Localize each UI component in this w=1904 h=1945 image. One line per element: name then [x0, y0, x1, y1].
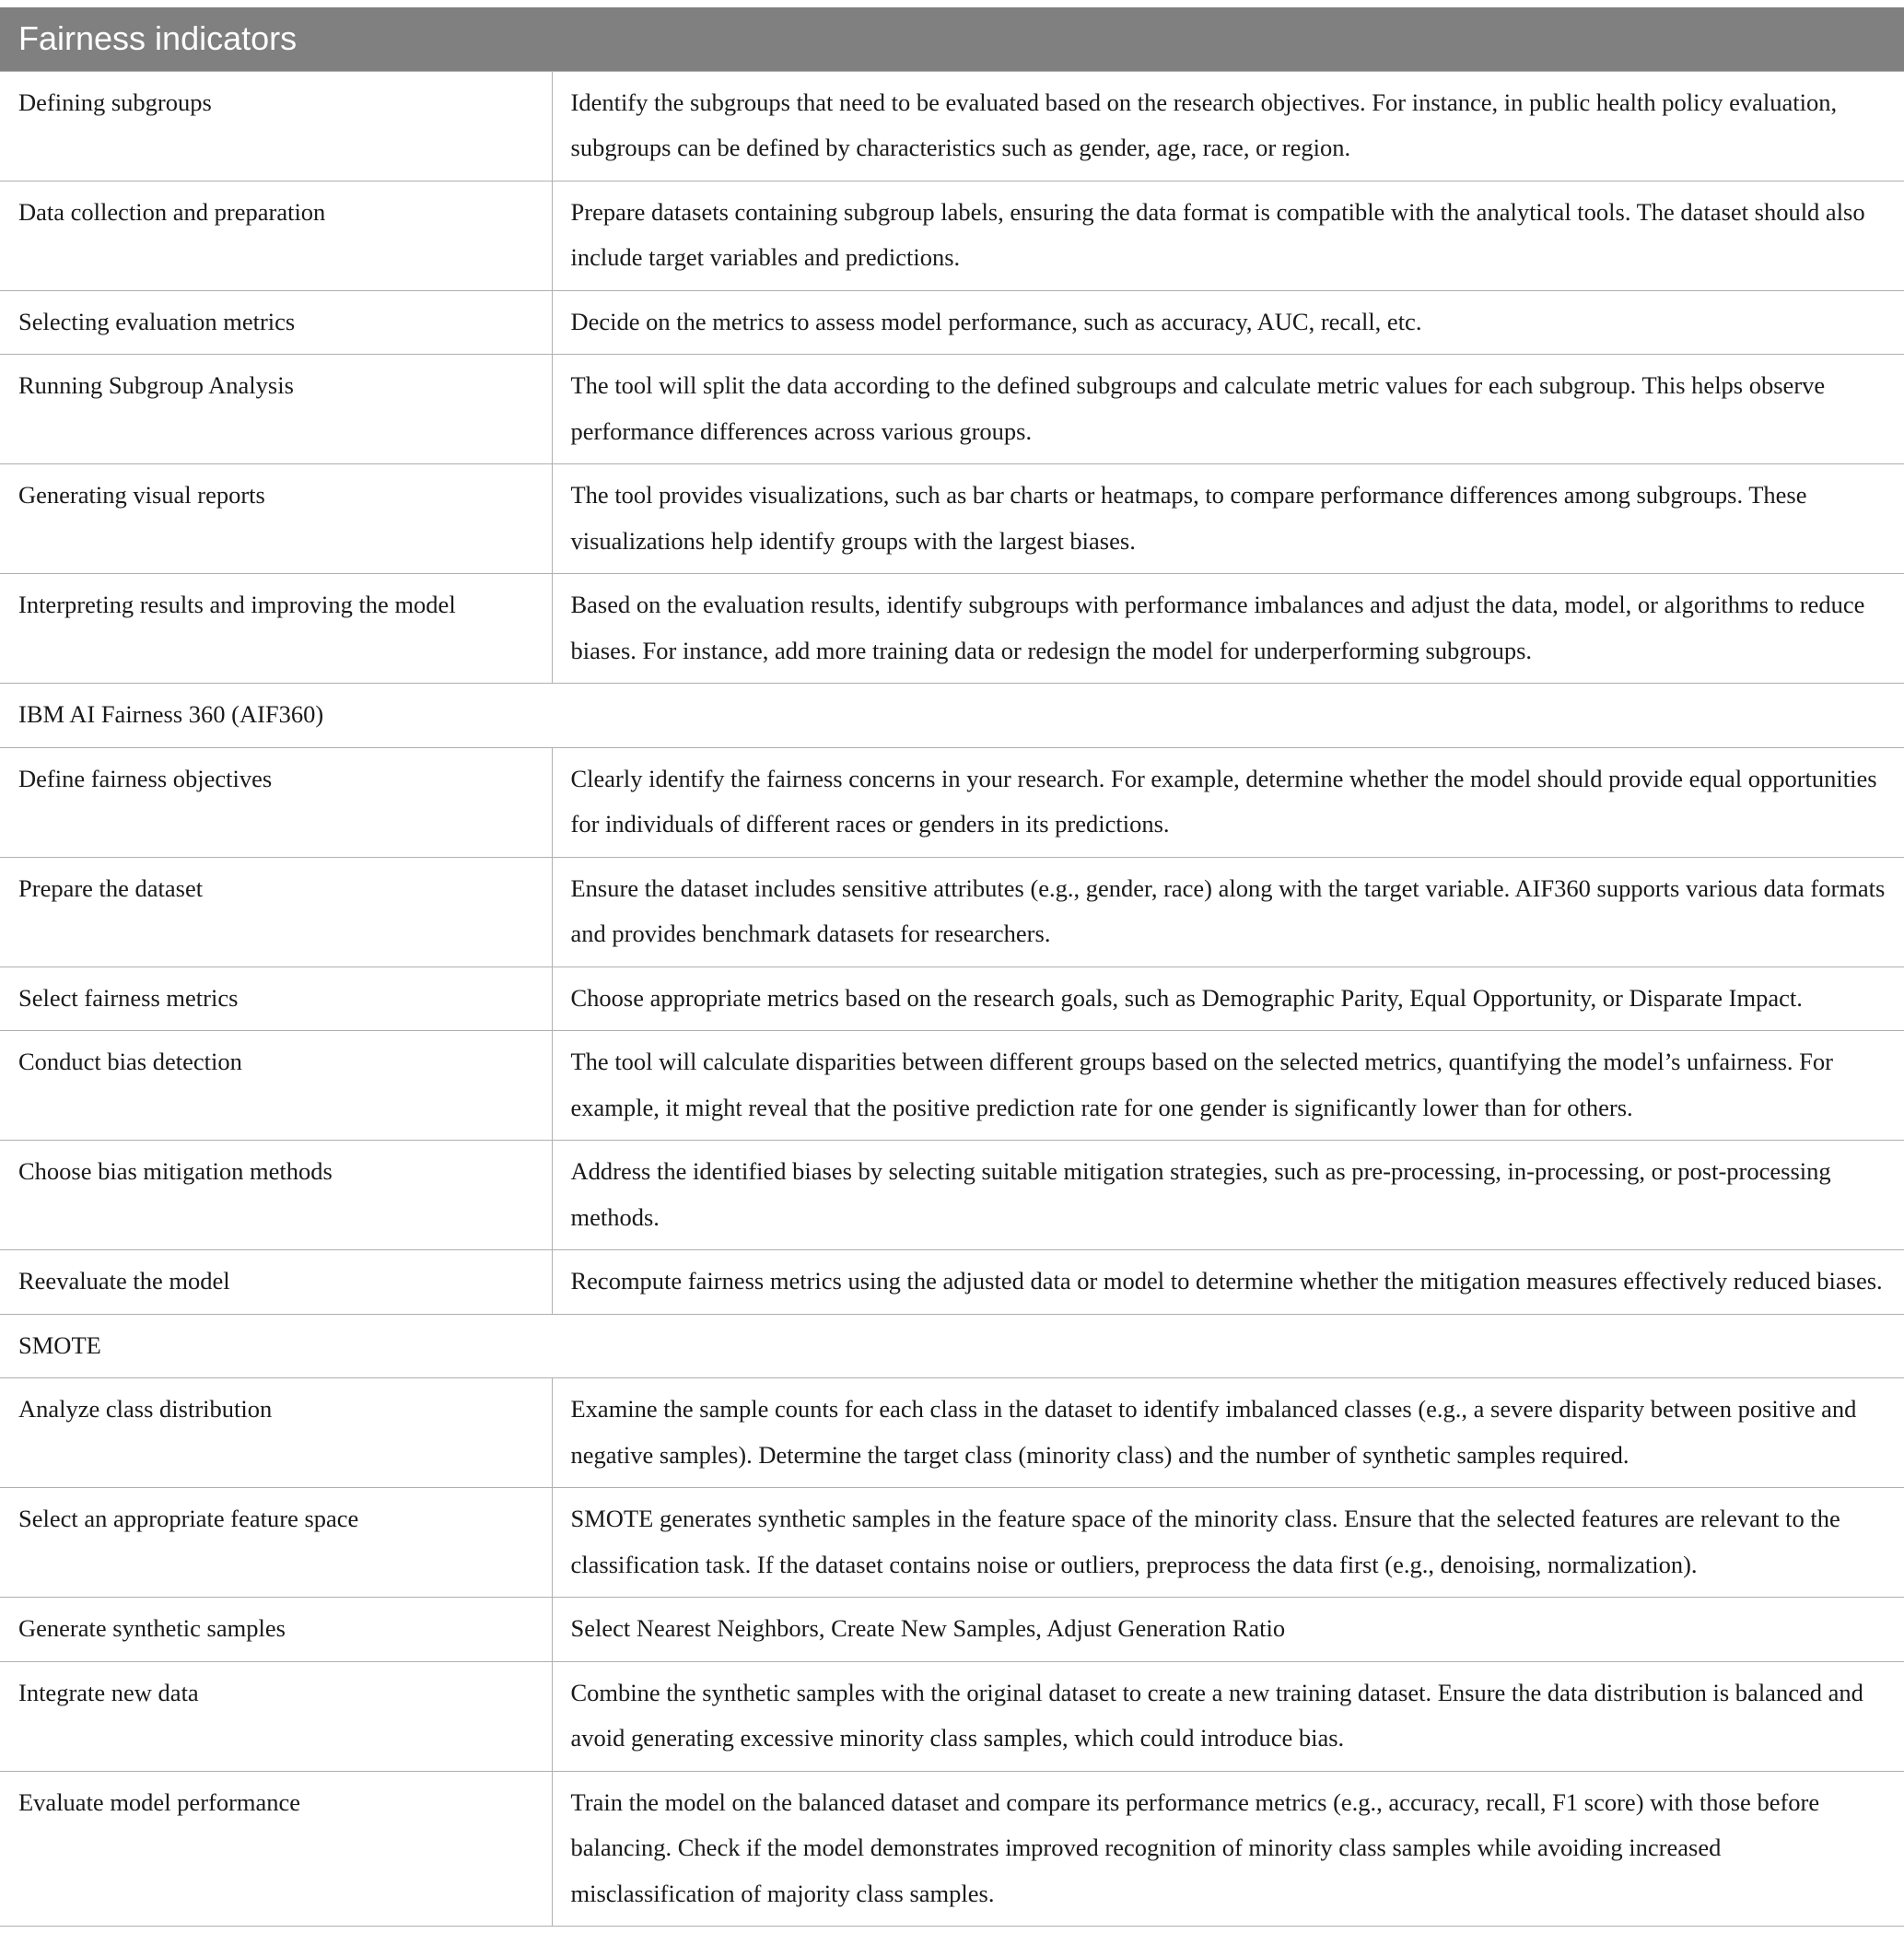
section-label: IBM AI Fairness 360 (AIF360) — [0, 684, 1904, 748]
description-cell: Select Nearest Neighbors, Create New Samples, Adjust Generation Ratio — [552, 1598, 1904, 1662]
step-cell: Select an appropriate feature space — [0, 1488, 552, 1598]
step-cell: Defining subgroups — [0, 71, 552, 181]
step-cell: Integrate new data — [0, 1661, 552, 1771]
description-cell: Examine the sample counts for each class in the dataset to identify imbalanced classes (e.g., a severe disparity between positive and negative samples). Determine the target class (minority class) and the number of synthetic samples required. — [552, 1378, 1904, 1488]
description-cell: Address the identified biases by selecting suitable mitigation strategies, such as pre-processing, in-processing, or post-processing methods. — [552, 1141, 1904, 1250]
table-row — [0, 1250, 1904, 1315]
table-title: Fairness indicators — [0, 7, 1904, 71]
step-cell: Data collection and preparation — [0, 181, 552, 290]
description-cell: The tool provides visualizations, such as bar charts or heatmaps, to compare performance differences among subgroups. These visualizations help identify groups with the largest biases. — [552, 464, 1904, 574]
table-row — [0, 1771, 1904, 1927]
description-cell: Choose appropriate metrics based on the research goals, such as Demographic Parity, Equal Opportunity, or Disparate Impact. — [552, 967, 1904, 1031]
table-row — [0, 71, 1904, 181]
section-header-row — [0, 684, 1904, 748]
description-cell: Ensure the dataset includes sensitive attributes (e.g., gender, race) along with the target variable. AIF360 supports various data formats and provides benchmark datasets for researchers. — [552, 857, 1904, 967]
description-cell: Decide on the metrics to assess model performance, such as accuracy, AUC, recall, etc. — [552, 290, 1904, 355]
table-body — [0, 71, 1904, 1927]
table-row — [0, 464, 1904, 574]
step-cell: Conduct bias detection — [0, 1031, 552, 1141]
step-cell: Reevaluate the model — [0, 1250, 552, 1315]
description-cell: Clearly identify the fairness concerns in your research. For example, determine whether the model should provide equal opportunities for individuals of different races or genders in its predictions. — [552, 747, 1904, 857]
description-cell: Combine the synthetic samples with the original dataset to create a new training dataset. Ensure the data distribution is balanced and avoid generating excessive minority class samples, which could introduce bias. — [552, 1661, 1904, 1771]
description-cell: SMOTE generates synthetic samples in the feature space of the minority class. Ensure that the selected features are relevant to the classification task. If the dataset contains noise or outliers, preprocess the data first (e.g., denoising, normalization). — [552, 1488, 1904, 1598]
step-cell: Generating visual reports — [0, 464, 552, 574]
step-cell: Running Subgroup Analysis — [0, 355, 552, 464]
fairness-table — [0, 7, 1904, 1927]
description-cell: The tool will calculate disparities between different groups based on the selected metrics, quantifying the model’s unfairness. For example, it might reveal that the positive prediction rate for one gender is significantly lower than for others. — [552, 1031, 1904, 1141]
table-row — [0, 1141, 1904, 1250]
table-row — [0, 355, 1904, 464]
table-row — [0, 1661, 1904, 1771]
description-cell: Recompute fairness metrics using the adjusted data or model to determine whether the mitigation measures effectively reduced biases. — [552, 1250, 1904, 1315]
description-cell: The tool will split the data according to the defined subgroups and calculate metric values for each subgroup. This helps observe performance differences across various groups. — [552, 355, 1904, 464]
step-cell: Define fairness objectives — [0, 747, 552, 857]
table-row — [0, 181, 1904, 290]
table-row — [0, 1488, 1904, 1598]
table-row — [0, 574, 1904, 684]
table-row — [0, 1031, 1904, 1141]
fairness-table-container — [0, 7, 1904, 1927]
step-cell: Analyze class distribution — [0, 1378, 552, 1488]
step-cell: Selecting evaluation metrics — [0, 290, 552, 355]
table-title-row — [0, 7, 1904, 71]
section-header-row — [0, 1314, 1904, 1378]
step-cell: Select fairness metrics — [0, 967, 552, 1031]
description-cell: Prepare datasets containing subgroup labels, ensuring the data format is compatible with the analytical tools. The dataset should also include target variables and predictions. — [552, 181, 1904, 290]
step-cell: Interpreting results and improving the model — [0, 574, 552, 684]
step-cell: Choose bias mitigation methods — [0, 1141, 552, 1250]
table-row — [0, 290, 1904, 355]
table-row — [0, 857, 1904, 967]
description-cell: Based on the evaluation results, identify subgroups with performance imbalances and adjust the data, model, or algorithms to reduce biases. For instance, add more training data or redesign the model for underperforming subgroups. — [552, 574, 1904, 684]
description-cell: Train the model on the balanced dataset and compare its performance metrics (e.g., accuracy, recall, F1 score) with those before balancing. Check if the model demonstrates improved recognition of minority class samples while avoiding increased misclassification of majority class samples. — [552, 1771, 1904, 1927]
section-label: SMOTE — [0, 1314, 1904, 1378]
table-row — [0, 747, 1904, 857]
table-row — [0, 1598, 1904, 1662]
step-cell: Generate synthetic samples — [0, 1598, 552, 1662]
table-row — [0, 967, 1904, 1031]
description-cell: Identify the subgroups that need to be evaluated based on the research objectives. For instance, in public health policy evaluation, subgroups can be defined by characteristics such as gender, age, race, or region. — [552, 71, 1904, 181]
step-cell: Evaluate model performance — [0, 1771, 552, 1927]
step-cell: Prepare the dataset — [0, 857, 552, 967]
table-row — [0, 1378, 1904, 1488]
